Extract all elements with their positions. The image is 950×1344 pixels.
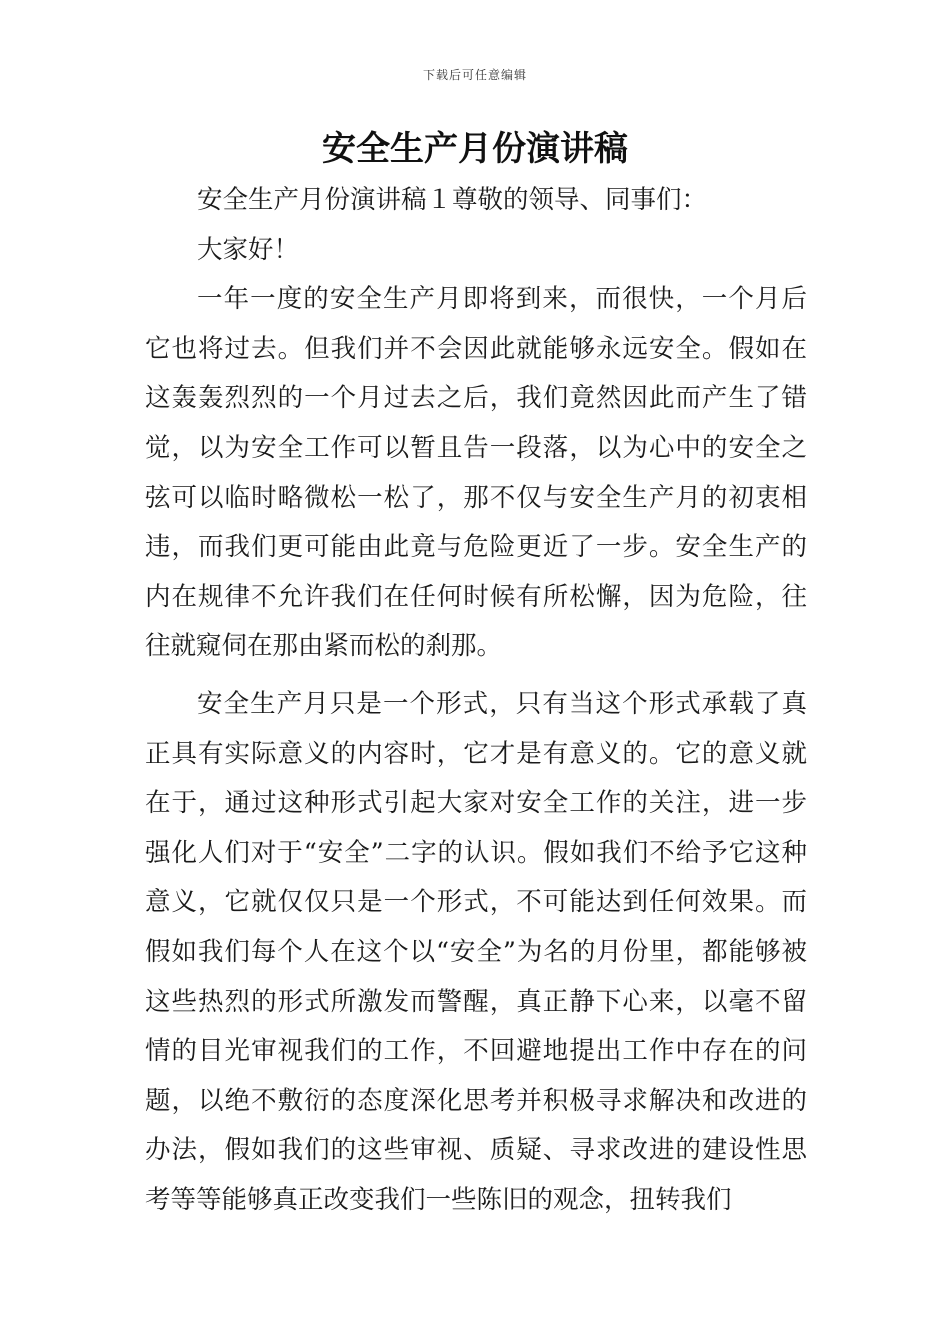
header-note: 下载后可任意编辑	[422, 68, 527, 82]
paragraph-body-1: 一年一度的安全生产月即将到来，而很快，一个月后它也将过去。但我们并不会因此就能够永远安全。假如在这轰轰烈烈的一个月过去之后，我们竟然因此而产生了错觉，以为安全工作可以暂且告一段落，以为心中的安全之弦可以临时略微松一松了，那不仅与安全生产月的初衷相违，而我们更可能由此竟与危险更近了一步。安全生产的内在规律不允许我们在任何时候有所松懈，因为危险，往往就窥伺在那由紧而松的刹那。	[145, 284, 807, 662]
paragraph-hello: 大家好！	[197, 234, 300, 265]
paragraph-greeting: 安全生产月份演讲稿１尊敬的领导、同事们：	[197, 185, 708, 215]
paragraph-body-2: 安全生产月只是一个形式，只有当这个形式承载了真正具有实际意义的内容时，它才是有意义的。它的意义就在于，通过这种形式引起大家对安全工作的关注，进一步强化人们对于“安全”二字的认识。假如我们不给予它这种意义，它就仅仅只是一个形式，不可能达到任何效果。而假如我们每个人在这个以“安全”为名的月份里，都能够被这些热烈的形式所激发而警醒，真正静下心来，以毫不留情的目光审视我们的工作，不回避地提出工作中存在的问题，以绝不敷衍的态度深化思考并积极寻求解决和改进的办法，假如我们的这些审视、质疑、寻求改进的建设性思考等等能够真正改变我们一些陈旧的观念，扭转我们	[145, 688, 807, 1215]
document-title: 安全生产月份演讲稿	[322, 129, 628, 169]
document-body	[145, 176, 807, 1225]
